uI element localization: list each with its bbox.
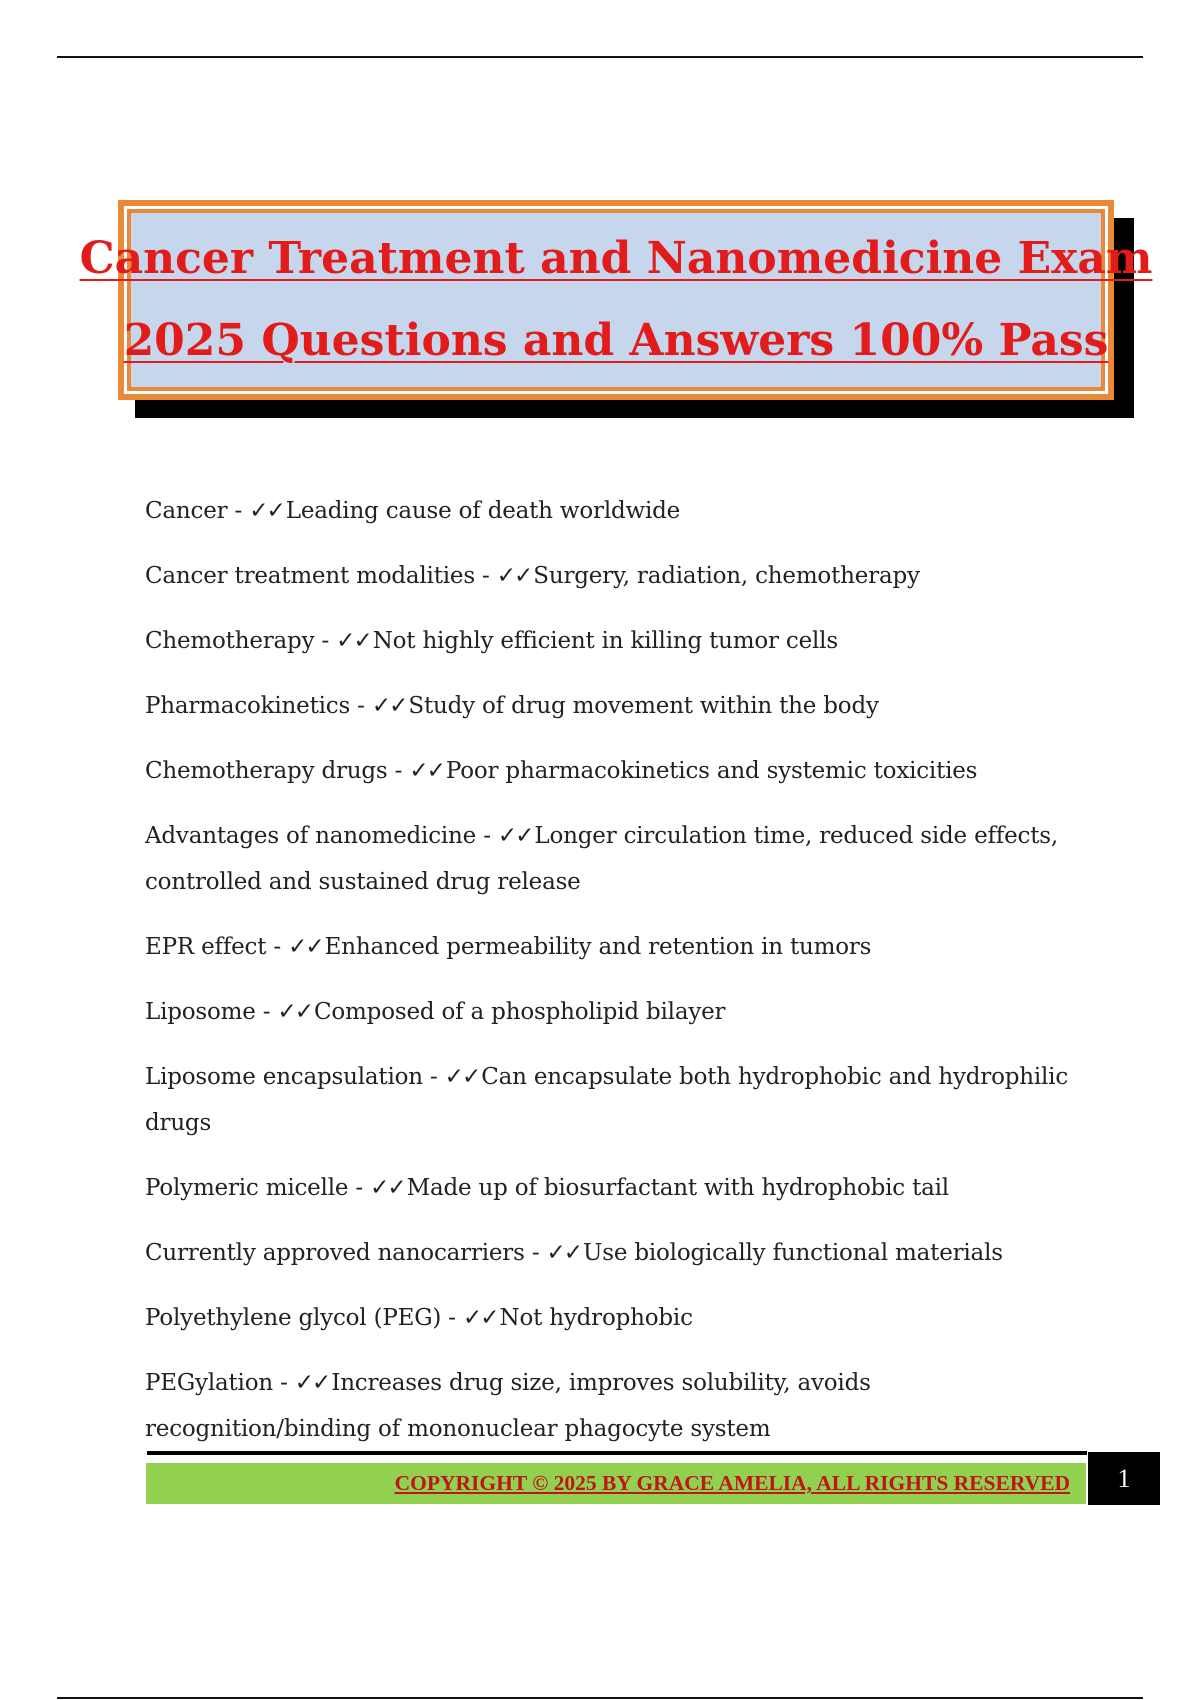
qa-separator: -	[227, 498, 250, 524]
copyright-text: COPYRIGHT © 2025 BY GRACE AMELIA, ALL RIGHTS RESERVED	[394, 1471, 1070, 1495]
checkmark-icon: ✓✓	[277, 999, 313, 1025]
qa-item	[145, 618, 1095, 664]
qa-item	[145, 683, 1095, 729]
checkmark-icon: ✓✓	[497, 823, 533, 849]
qa-answer: Enhanced permeability and retention in tumors	[324, 934, 872, 960]
checkmark-icon: ✓✓	[288, 934, 323, 960]
checkmark-icon: ✓✓	[462, 1305, 498, 1331]
qa-separator: -	[348, 1175, 371, 1201]
title-box	[79, 200, 1153, 400]
qa-separator: -	[474, 563, 497, 589]
bottom-rule	[57, 1697, 1143, 1699]
top-rule	[57, 56, 1143, 58]
checkmark-icon: ✓✓	[546, 1240, 582, 1266]
qa-item	[145, 553, 1095, 599]
qa-term: Advantages of nanomedicine	[145, 823, 477, 849]
checkmark-icon: ✓✓	[294, 1370, 330, 1396]
checkmark-icon: ✓✓	[249, 498, 284, 524]
qa-item	[145, 1230, 1095, 1276]
qa-separator: -	[387, 758, 410, 784]
qa-term: Cancer	[145, 498, 228, 524]
qa-separator: -	[524, 1240, 547, 1266]
qa-item	[145, 1165, 1095, 1211]
qa-item	[145, 813, 1095, 905]
qa-answer: Leading cause of death worldwide	[285, 498, 681, 524]
checkmark-icon: ✓✓	[336, 628, 371, 654]
qa-separator: -	[350, 693, 372, 719]
qa-term: Chemotherapy drugs	[145, 758, 388, 784]
qa-item	[145, 748, 1095, 794]
qa-answer: Composed of a phospholipid bilayer	[314, 999, 726, 1025]
checkmark-icon: ✓✓	[496, 563, 532, 589]
checkmark-icon: ✓✓	[409, 758, 444, 784]
checkmark-icon: ✓✓	[444, 1064, 480, 1090]
qa-term: Polymeric micelle	[145, 1175, 349, 1201]
qa-separator: -	[441, 1305, 463, 1331]
document-title-line-2: 2025 Questions and Answers 100% Pass	[123, 315, 1109, 366]
qa-term: Pharmacokinetics	[145, 693, 351, 719]
qa-answer: Made up of biosurfactant with hydrophobic tail	[406, 1175, 949, 1201]
qa-term: Liposome encapsulation	[145, 1064, 423, 1090]
qa-answer: Surgery, radiation, chemotherapy	[533, 563, 920, 589]
qa-separator: -	[422, 1064, 445, 1090]
qa-term: Polyethylene glycol (PEG)	[145, 1305, 442, 1331]
qa-term: Cancer treatment modalities	[145, 563, 475, 589]
qa-item	[145, 1360, 1095, 1452]
qa-item	[145, 924, 1095, 970]
qa-answer: Not hydrophobic	[499, 1305, 693, 1331]
qa-separator: -	[255, 999, 278, 1025]
qa-answer: Increases drug size, improves solubility, avoids recognition/binding of mononuclear phagocyte system	[145, 1370, 871, 1442]
qa-separator: -	[476, 823, 498, 849]
qa-answer: Study of drug movement within the body	[408, 693, 879, 719]
qa-item	[145, 1295, 1095, 1341]
qa-term: Currently approved nanocarriers	[145, 1240, 525, 1266]
checkmark-icon: ✓✓	[371, 693, 407, 719]
qa-answer: Poor pharmacokinetics and systemic toxicities	[445, 758, 978, 784]
qa-item	[145, 989, 1095, 1035]
qa-item	[145, 1054, 1095, 1146]
document-title-line-1: Cancer Treatment and Nanomedicine Exam	[79, 233, 1153, 284]
qa-item	[145, 488, 1095, 534]
page-number: 1	[1088, 1452, 1160, 1505]
qa-list	[145, 488, 1095, 1471]
qa-separator: -	[314, 628, 337, 654]
qa-answer: Longer circulation time, reduced side effects, controlled and sustained drug release	[145, 823, 1058, 895]
checkmark-icon: ✓✓	[370, 1175, 405, 1201]
qa-term: Chemotherapy	[145, 628, 315, 654]
footer-bar	[146, 1463, 1086, 1504]
qa-separator: -	[266, 934, 289, 960]
qa-term: PEGylation	[145, 1370, 273, 1396]
qa-answer: Use biologically functional materials	[583, 1240, 1003, 1266]
footer-rule	[147, 1451, 1087, 1455]
qa-answer: Can encapsulate both hydrophobic and hydrophilic drugs	[145, 1064, 1069, 1136]
qa-answer: Not highly efficient in killing tumor cells	[372, 628, 838, 654]
qa-separator: -	[272, 1370, 295, 1396]
qa-term: EPR effect	[145, 934, 267, 960]
qa-term: Liposome	[145, 999, 256, 1025]
